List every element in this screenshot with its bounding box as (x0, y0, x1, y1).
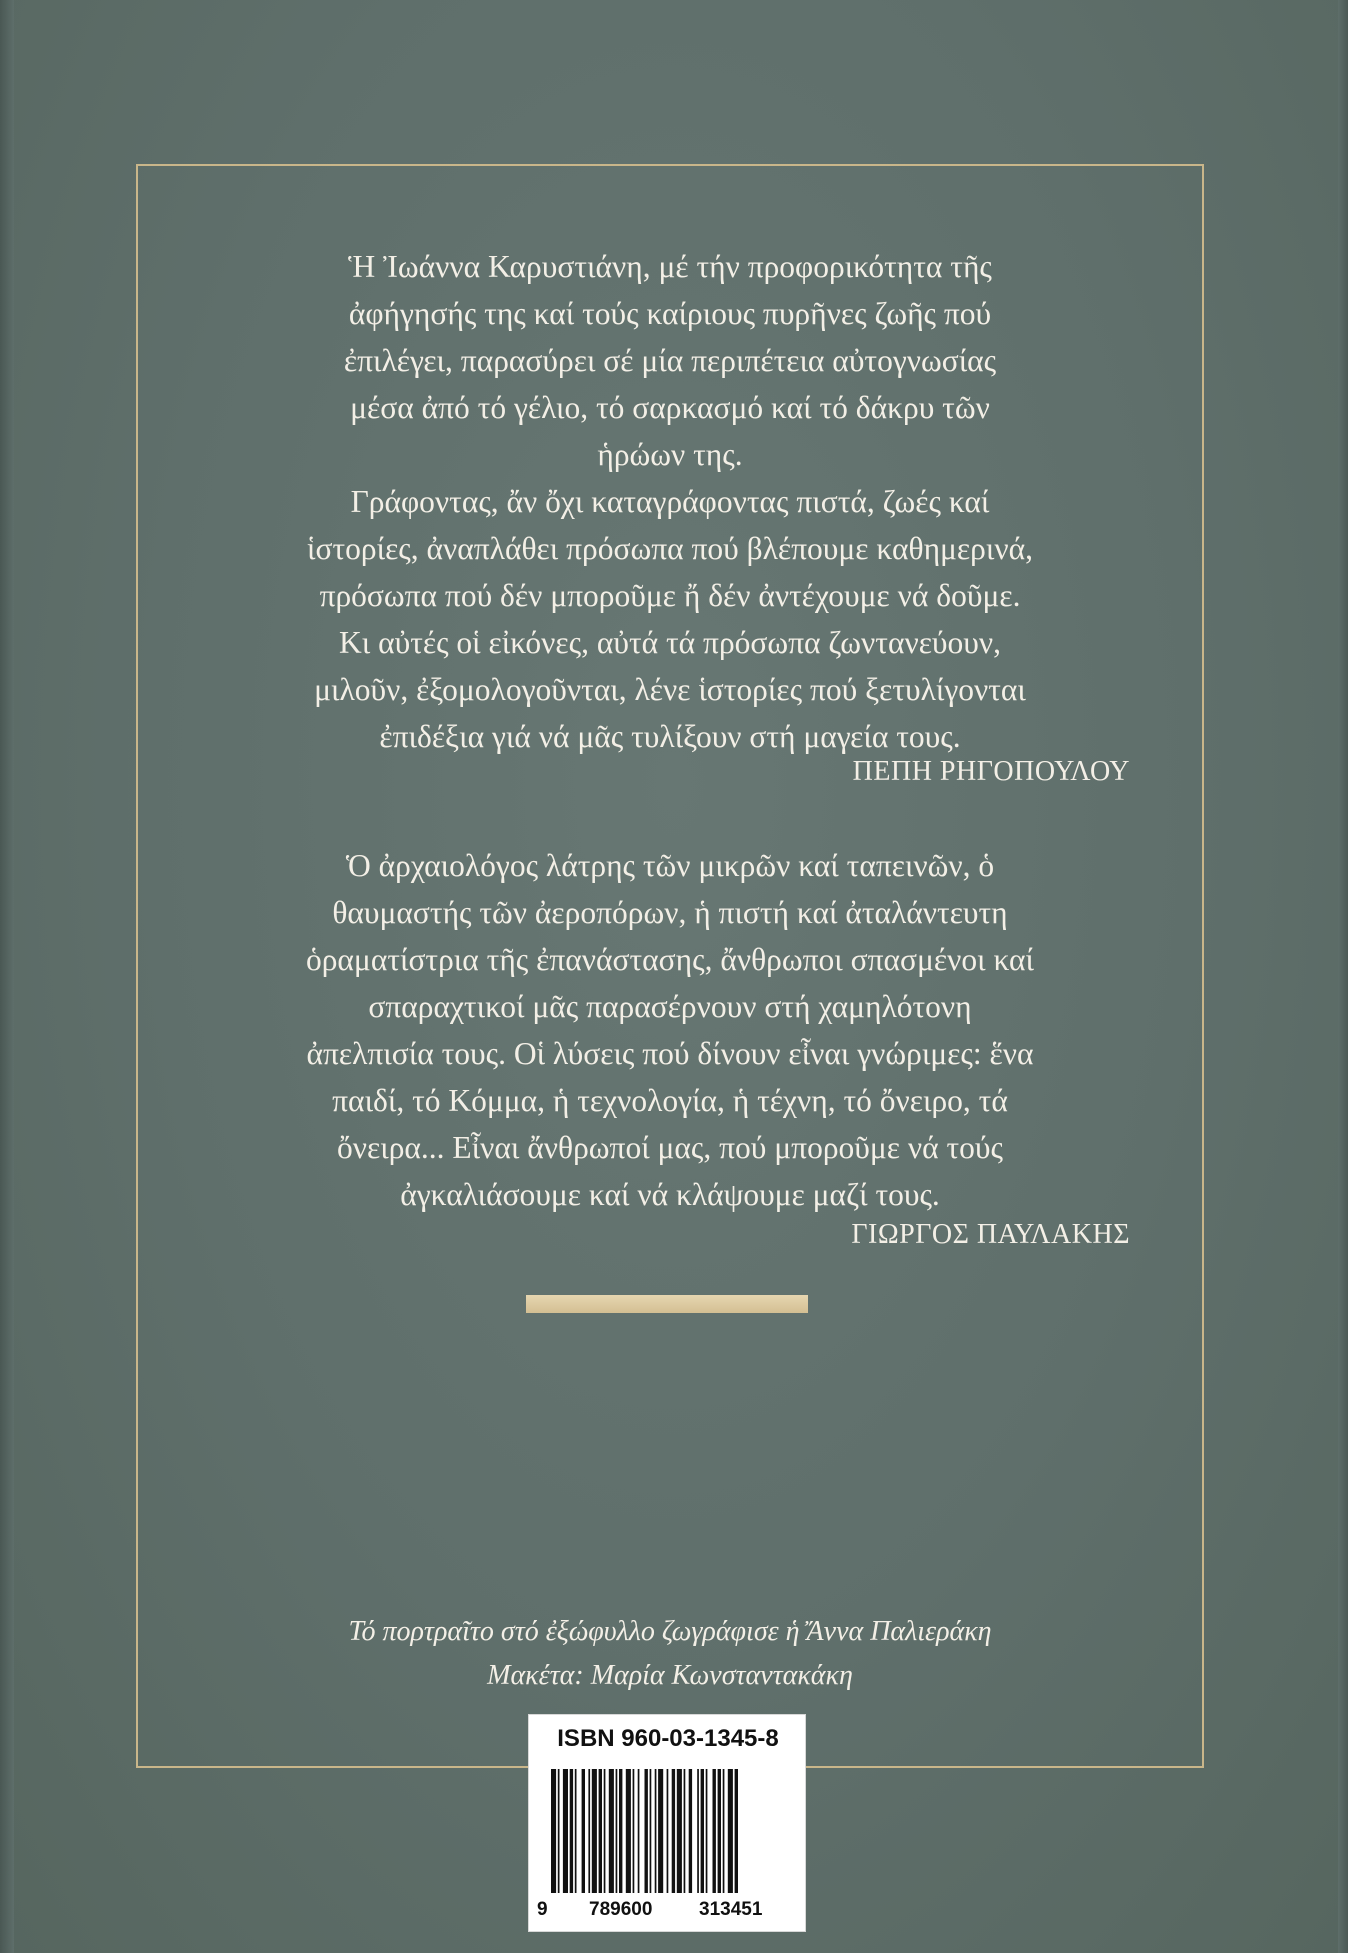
barcode-bar (638, 1769, 640, 1893)
cover-right-edge (1338, 0, 1348, 1953)
review-1-line: ἐπιδέξια γιά νά μᾶς τυλίξουν στή μαγεία τους. (379, 719, 961, 754)
review-1-line: μέσα ἀπό τό γέλιο, τό σαρκασμό καί τό δάκρυ τῶν (350, 390, 990, 425)
barcode-bar (645, 1769, 648, 1893)
barcode-bar (582, 1769, 585, 1893)
ornament-bar (526, 1295, 808, 1313)
barcode-bar (551, 1769, 556, 1893)
barcode-bar (735, 1769, 738, 1893)
review-2-line: θαυμαστής τῶν ἀεροπόρων, ἡ πιστή καί ἀταλάντευτη (332, 895, 1008, 930)
review-text-1 (180, 243, 1160, 760)
barcode-bar (701, 1769, 704, 1893)
review-2-line: ὁραματίστρια τῆς ἐπανάστασης, ἄνθρωποι σπασμένοι καί (305, 942, 1035, 977)
barcode-bar (697, 1769, 699, 1893)
review-1-line: μιλοῦν, ἐξομολογοῦνται, λένε ἱστορίες πού ξετυλίγονται (314, 672, 1026, 707)
review-2-line: ὄνειρα... Εἶναι ἄνθρωποί μας, πού μποροῦμε νά τούς (337, 1130, 1003, 1165)
barcode-bar (563, 1769, 568, 1893)
barcode-digits-right: 313451 (699, 1899, 763, 1920)
review-1-line: Γράφοντας, ἄν ὄχι καταγράφοντας πιστά, ζωές καί (350, 484, 990, 519)
review-1-signature: ΠΕΠΗ ΡΗΓΟΠΟΥΛΟΥ (852, 756, 1130, 787)
barcode-bar (672, 1769, 675, 1893)
review-1-line: ἐπιλέγει, παρασύρει σέ μία περιπέτεια αὐτογνωσίας (343, 343, 997, 378)
credits (180, 1610, 1160, 1698)
barcode-digits-left: 789600 (589, 1899, 653, 1920)
review-1-line: Κι αὐτές οἱ εἰκόνες, αὐτά τά πρόσωπα ζωντανεύουν, (339, 625, 1001, 660)
barcode-bar (592, 1769, 597, 1893)
isbn-barcode-box (528, 1714, 806, 1932)
review-2-line: ἀγκαλιάσουμε καί νά κλάψουμε μαζί τους. (400, 1177, 940, 1212)
barcode-bar (575, 1769, 577, 1893)
barcode-bar (658, 1769, 663, 1893)
barcode-bar (667, 1769, 669, 1893)
isbn-label: ISBN 960-03-1345-8 (557, 1725, 779, 1752)
barcode-bar (609, 1769, 614, 1893)
review-1-line: Ἡ Ἰωάννα Καρυστιάνη, μέ τήν προφορικότητα τῆς (348, 249, 992, 284)
review-2-line: Ὁ ἀρχαιολόγος λάτρης τῶν μικρῶν καί ταπεινῶν, ὁ (345, 848, 995, 883)
barcode-bar (689, 1769, 692, 1893)
barcode-bar (616, 1769, 618, 1893)
review-2-line: ἀπελπισία τους. Οἱ λύσεις πού δίνουν εἶναι γνώριμες: ἕνα (306, 1036, 1034, 1071)
review-text-2 (180, 842, 1160, 1218)
review-2-signature: ΓΙΩΡΓΟΣ ΠΑΥΛΑΚΗΣ (851, 1219, 1130, 1250)
credit-portrait: Τό πορτραῖτο στό ἐξώφυλλο ζωγράφισε ἡ Ἄννα Παλιεράκη (348, 1616, 992, 1647)
barcode-bar (728, 1769, 733, 1893)
review-1-line: ἀφήγησής της καί τούς καίριους πυρῆνες ζωῆς πού (348, 296, 992, 331)
barcode-bars (551, 1769, 785, 1899)
barcode-bar (650, 1769, 652, 1893)
review-2-line: παιδί, τό Κόμμα, ἡ τεχνολογία, ἡ τέχνη, τό ὄνειρο, τά (332, 1083, 1008, 1118)
barcode-bar (706, 1769, 708, 1893)
barcode-bar (604, 1769, 606, 1893)
review-1-line: ἱστορίες, ἀναπλάθει πρόσωπα πού βλέπουμε καθημερινά, (307, 531, 1033, 566)
barcode-bar (723, 1769, 725, 1893)
barcode-bar (718, 1769, 721, 1893)
barcode-bar (633, 1769, 635, 1893)
cover-left-edge (0, 0, 14, 1953)
barcode-bar (619, 1769, 622, 1893)
barcode-bar (677, 1769, 682, 1893)
review-2-line: σπαραχτικοί μᾶς παρασέρνουν στή χαμηλότονη (368, 989, 972, 1024)
barcode-bar (588, 1769, 590, 1893)
barcode-digit-first: 9 (537, 1899, 548, 1920)
barcode-bar (599, 1769, 602, 1893)
barcode-bar (655, 1769, 657, 1893)
barcode-bar (626, 1769, 631, 1893)
barcode-bar (558, 1769, 560, 1893)
review-1-line: πρόσωπα πού δέν μποροῦμε ἤ δέν ἀντέχουμε νά δοῦμε. (319, 578, 1021, 613)
barcode-bar (684, 1769, 686, 1893)
review-1-line: ἡρώων της. (597, 437, 743, 472)
barcode-bar (713, 1769, 716, 1893)
barcode-bar (570, 1769, 573, 1893)
credit-layout: Μακέτα: Μαρία Κωνσταντακάκη (487, 1660, 853, 1691)
